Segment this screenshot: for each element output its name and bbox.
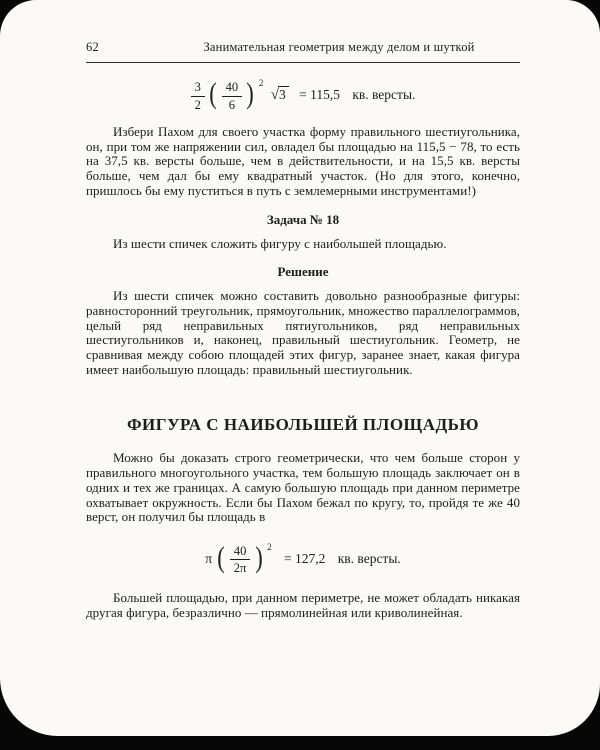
page-number: 62 bbox=[86, 40, 99, 54]
right-paren: ) bbox=[254, 540, 263, 574]
radicand: 3 bbox=[278, 86, 289, 102]
fraction-denominator: 2π bbox=[233, 561, 247, 576]
pi-symbol: π bbox=[205, 551, 213, 567]
fraction-denominator: 2 bbox=[194, 97, 201, 112]
fraction-numerator: 40 bbox=[222, 81, 243, 97]
formula-units: кв. версты. bbox=[352, 87, 416, 103]
formula-result: = 115,5 bbox=[299, 87, 340, 103]
radical-sign: √ bbox=[270, 87, 279, 104]
fraction-numerator: 3 bbox=[191, 81, 205, 97]
running-title: Занимательная геометрия между делом и шуткой bbox=[203, 40, 475, 54]
chapter-title: ФИГУРА С НАИБОЛЬШЕЙ ПЛОЩАДЬЮ bbox=[126, 415, 480, 435]
formula-hexagon-area bbox=[86, 77, 520, 112]
paragraph-hexagon: Избери Пахом для своего участка форму правильного шестиугольника, он, при том же напряжении сил, овладел бы площадью на 115,5 − 78, то есть на 37,5 кв. версты больше, чем в действительности, и на 15,5 кв. версты больше, чем дал бы ему квадратный участок. (Но для этого, конечно, пришлось бы ему пуститься в путь с землемерными инструментами!) bbox=[86, 124, 520, 198]
formula-circle-area bbox=[86, 540, 520, 576]
left-paren: ( bbox=[209, 77, 217, 110]
square-root bbox=[271, 87, 289, 102]
task-statement: Из шести спичек сложить фигуру с наибольшей площадью. bbox=[113, 235, 447, 251]
fraction-forty-sixths bbox=[222, 81, 243, 111]
chapter-intro: Можно бы доказать строго геометрически, что чем больше сторон у правильного многоугольного участка, тем большую площадь заключает он в одних и тех же границах. А самую большую площадь при данном периметре охватывает окружность. Если бы Пахом бежал по кругу, то, пройдя те же 40 верст, он получил бы площадь в bbox=[86, 450, 520, 525]
page-header bbox=[86, 40, 520, 63]
solution-text: Из шести спичек можно составить довольно разнообразные фигуры: равносторонний треугольник, прямоугольник, множество параллелограммов, целый ряд неправильных пятиугольников, ряд неправильных шестиугольников и, наконец, правильный шестиугольник. Геометр, не сравнивая между собою площадей этих фигур, заранее знает, какая фигура имеет наибольшую площадь: правильный шестиугольник. bbox=[86, 288, 520, 377]
fraction-forty-over-two-pi bbox=[230, 545, 251, 575]
formula-units: кв. версты. bbox=[337, 551, 401, 567]
fraction-denominator: 6 bbox=[228, 97, 235, 112]
exponent: 2 bbox=[267, 542, 272, 553]
right-paren: ) bbox=[246, 77, 255, 110]
formula-result: = 127,2 bbox=[283, 551, 326, 567]
left-paren: ( bbox=[217, 540, 226, 574]
task-heading: Задача № 18 bbox=[266, 211, 340, 227]
solution-heading: Решение bbox=[277, 264, 329, 280]
fraction-three-halves bbox=[191, 81, 205, 111]
exponent: 2 bbox=[258, 78, 264, 89]
fraction-numerator: 40 bbox=[230, 545, 251, 561]
chapter-outro: Большей площадью, при данном периметре, не может обладать никакая другая фигура, безразлично — прямолинейная или криволинейная. bbox=[86, 589, 520, 620]
